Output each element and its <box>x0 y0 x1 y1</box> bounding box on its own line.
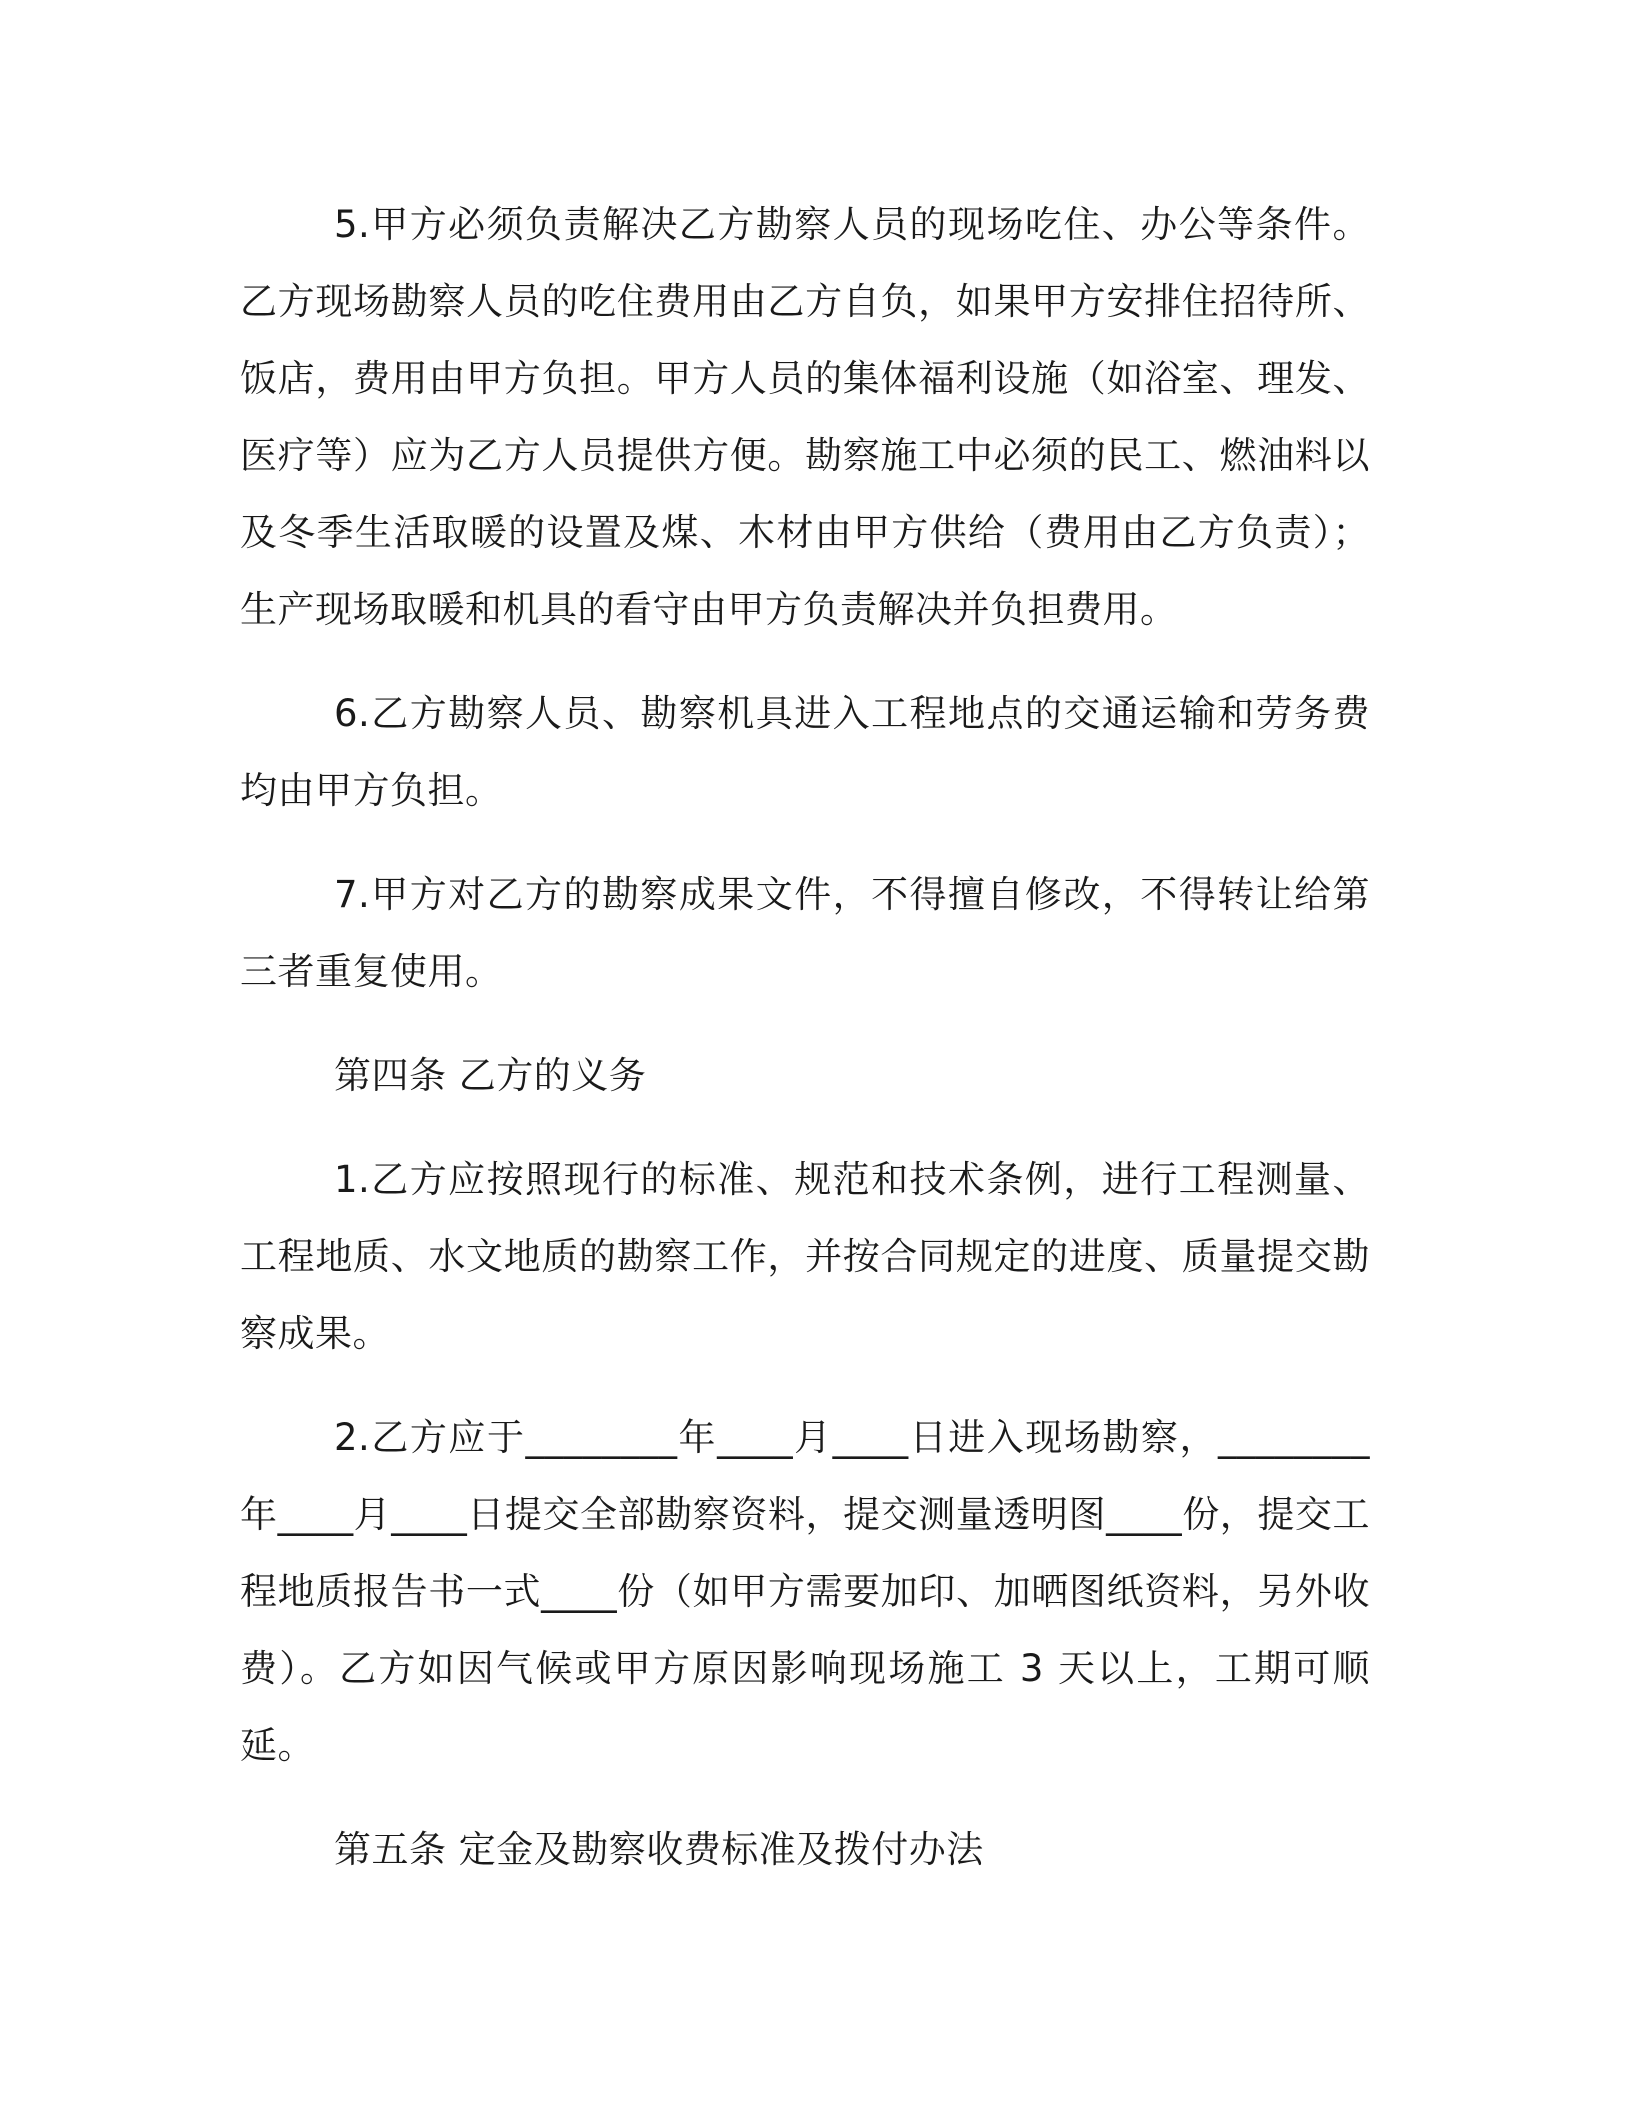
article4-heading: 第四条 乙方的义务 <box>334 1054 647 1097</box>
document-body <box>240 186 1370 1888</box>
paragraph-article3-item5: 5.甲方必须负责解决乙方勘察人员的现场吃住、办公等条件。乙方现场勘察人员的吃住费用由乙方自负，如果甲方安排住招待所、饭店，费用由甲方负担。甲方人员的集体福利设施（如浴室、理发、医疗等）应为乙方人员提供方便。勘察施工中必须的民工、燃油料以及冬季生活取暖的设置及煤、木材由甲方供给（费用由乙方负责）；生产现场取暖和机具的看守由甲方负责解决并负担费用。 <box>240 203 1370 631</box>
article5-heading: 第五条 定金及勘察收费标准及拨付办法 <box>334 1828 984 1871</box>
paragraph-article4-item1: 1.乙方应按照现行的标准、规范和技术条例，进行工程测量、工程地质、水文地质的勘察工作，并按合同规定的进度、质量提交勘察成果。 <box>240 1158 1370 1355</box>
paragraph-article3-item7: 7.甲方对乙方的勘察成果文件，不得擅自修改，不得转让给第三者重复使用。 <box>240 873 1370 993</box>
paragraph-article4-item2: 2.乙方应于________年____月____日进入现场勘察，________年____月____日提交全部勘察资料，提交测量透明图____份，提交工程地质报告书一式____份（如甲方需要加印、加晒图纸资料，另外收费）。乙方如因气候或甲方原因影响现场施工 3 天以上，工期可顺延。 <box>240 1416 1370 1767</box>
paragraph-article3-item6: 6.乙方勘察人员、勘察机具进入工程地点的交通运输和劳务费均由甲方负担。 <box>240 692 1370 812</box>
